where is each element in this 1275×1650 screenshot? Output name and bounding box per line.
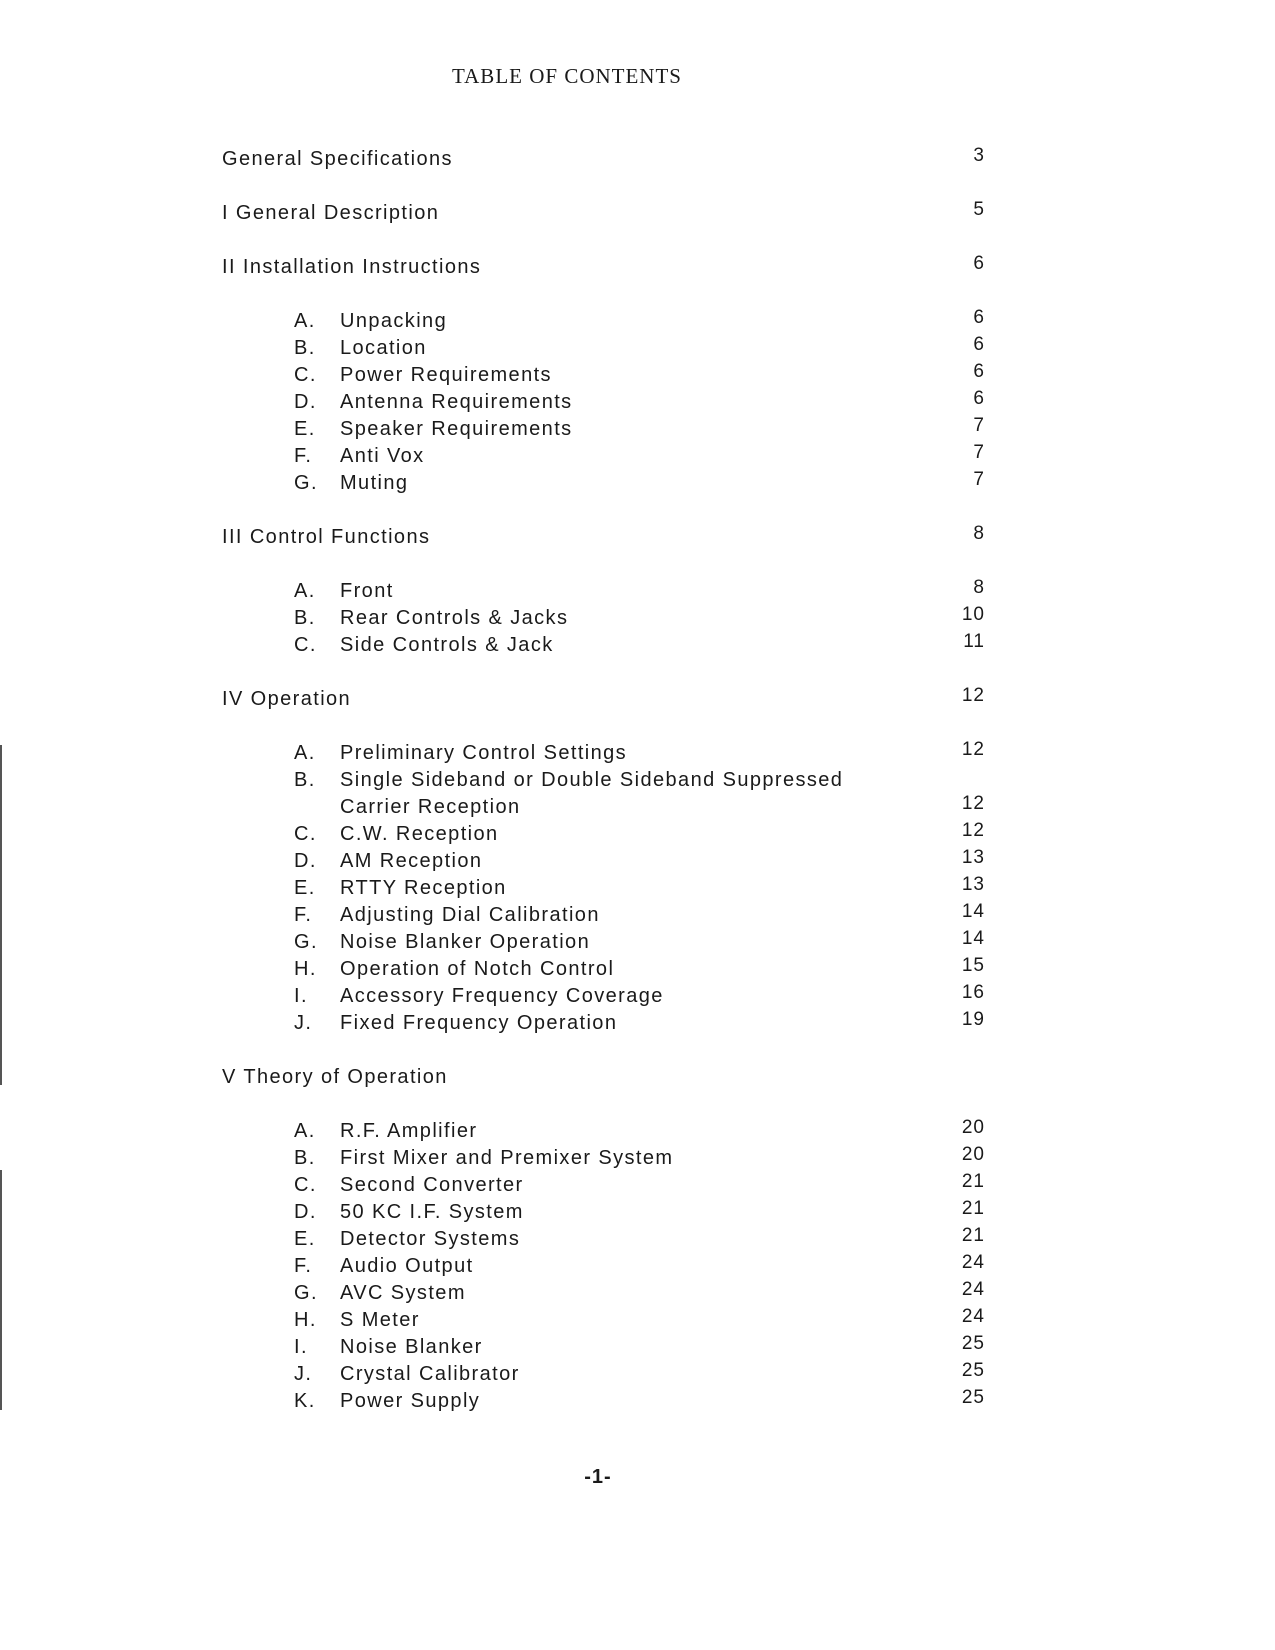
toc-page-number: 8 — [973, 577, 985, 598]
toc-letter: A. — [294, 1120, 316, 1142]
toc-letter: C. — [294, 634, 317, 656]
toc-title: Power Supply — [340, 1390, 481, 1412]
toc-title: IV Operation — [222, 688, 352, 710]
toc-page-number: 14 — [961, 901, 985, 922]
toc-title: Preliminary Control Settings — [340, 742, 628, 764]
toc-title: Crystal Calibrator — [340, 1363, 520, 1385]
toc-title: Single Sideband or Double Sideband Suppressed — [340, 769, 844, 791]
toc-letter: F. — [294, 904, 313, 926]
toc-page-number: 16 — [961, 982, 985, 1003]
toc-subsection — [222, 875, 985, 902]
toc-letter: D. — [294, 391, 317, 413]
toc-title: C.W. Reception — [340, 823, 499, 845]
toc-letter: I. — [294, 1336, 308, 1358]
toc-title: V Theory of Operation — [222, 1066, 448, 1088]
toc-page-number: 11 — [963, 631, 985, 652]
toc-title: Speaker Requirements — [340, 418, 573, 440]
toc-page-number: 12 — [961, 820, 985, 841]
toc-page-number: 25 — [961, 1333, 985, 1354]
toc-subsection — [222, 362, 985, 389]
toc-page-number: 21 — [961, 1225, 985, 1246]
toc-title: Adjusting Dial Calibration — [340, 904, 600, 926]
toc-subsection — [222, 1172, 985, 1199]
toc-letter: K. — [294, 1390, 316, 1412]
scan-edge — [0, 1170, 2, 1410]
toc-title: Unpacking — [340, 310, 448, 332]
toc-title: Noise Blanker — [340, 1336, 483, 1358]
toc-section — [222, 1064, 985, 1091]
toc-title: Location — [340, 337, 427, 359]
toc-title: AM Reception — [340, 850, 483, 872]
toc-title: Noise Blanker Operation — [340, 931, 591, 953]
toc-letter: F. — [294, 1255, 313, 1277]
toc-title: II Installation Instructions — [222, 256, 482, 278]
toc-subsection — [222, 956, 985, 983]
toc-title: Muting — [340, 472, 409, 494]
toc-subsection — [222, 1118, 985, 1145]
toc-page-number: 7 — [973, 415, 985, 436]
toc-page-number: 24 — [961, 1306, 985, 1327]
toc-subsection — [222, 929, 985, 956]
toc-letter: D. — [294, 850, 317, 872]
toc-section — [222, 200, 985, 227]
toc-page-number: 6 — [973, 307, 985, 328]
toc-page-number: 12 — [961, 685, 985, 706]
page-number-footer: -1- — [584, 1466, 612, 1488]
toc-page-number: 6 — [973, 334, 985, 355]
toc-title: Operation of Notch Control — [340, 958, 615, 980]
toc-section — [222, 524, 985, 551]
scan-edge — [0, 745, 2, 1085]
toc-page-number: 25 — [961, 1387, 985, 1408]
toc-subsection — [222, 1334, 985, 1361]
toc-page-number: 24 — [961, 1279, 985, 1300]
toc-page-number: 7 — [973, 442, 985, 463]
toc-letter: J. — [294, 1012, 313, 1034]
toc-subsection — [222, 632, 985, 659]
toc-letter: I. — [294, 985, 308, 1007]
toc-subsection — [222, 1199, 985, 1226]
toc-page-number: 10 — [961, 604, 985, 625]
toc-letter: F. — [294, 445, 313, 467]
toc-letter: B. — [294, 337, 316, 359]
toc-subsection — [222, 821, 985, 848]
toc-letter: A. — [294, 310, 316, 332]
toc-page-number: 20 — [961, 1117, 985, 1138]
toc-letter: G. — [294, 931, 318, 953]
toc-title: AVC System — [340, 1282, 466, 1304]
toc-title: Carrier Reception — [340, 796, 521, 818]
toc-subsection — [222, 578, 985, 605]
toc-letter: A. — [294, 742, 316, 764]
toc-subsection — [222, 983, 985, 1010]
toc-title: Front — [340, 580, 394, 602]
toc-page-number: 8 — [973, 523, 985, 544]
toc-subsection — [222, 443, 985, 470]
toc-page-number: 3 — [973, 145, 985, 166]
toc-letter: J. — [294, 1363, 313, 1385]
toc-page-number: 20 — [961, 1144, 985, 1165]
toc-subsection — [222, 1388, 985, 1415]
toc-title: Rear Controls & Jacks — [340, 607, 569, 629]
toc-page-number: 15 — [961, 955, 985, 976]
toc-subsection — [222, 1361, 985, 1388]
toc-title: Audio Output — [340, 1255, 474, 1277]
toc-page-number: 14 — [961, 928, 985, 949]
toc-letter: H. — [294, 958, 317, 980]
toc-page-number: 21 — [961, 1171, 985, 1192]
toc-letter: D. — [294, 1201, 317, 1223]
toc-title: First Mixer and Premixer System — [340, 1147, 674, 1169]
toc-letter: C. — [294, 823, 317, 845]
toc-section — [222, 686, 985, 713]
toc-subsection — [222, 1307, 985, 1334]
toc-subsection — [222, 416, 985, 443]
toc-subsection — [222, 308, 985, 335]
toc-page-number: 6 — [973, 361, 985, 382]
toc-section — [222, 254, 985, 281]
toc-letter: B. — [294, 769, 316, 791]
toc-page-number: 6 — [973, 388, 985, 409]
toc-title: 50 KC I.F. System — [340, 1201, 524, 1223]
toc-subsection — [222, 1280, 985, 1307]
toc-letter: G. — [294, 472, 318, 494]
toc-subsection — [222, 902, 985, 929]
toc-page-number: 25 — [961, 1360, 985, 1381]
toc-page-number: 12 — [961, 793, 985, 814]
toc-letter: B. — [294, 1147, 316, 1169]
toc-title: Accessory Frequency Coverage — [340, 985, 664, 1007]
toc-page-number: 21 — [961, 1198, 985, 1219]
toc-subsection — [222, 1226, 985, 1253]
toc-title: R.F. Amplifier — [340, 1120, 478, 1142]
table-of-contents — [222, 146, 985, 1415]
toc-title: Side Controls & Jack — [340, 634, 554, 656]
toc-title: Detector Systems — [340, 1228, 521, 1250]
toc-letter: G. — [294, 1282, 318, 1304]
toc-subsection — [222, 335, 985, 362]
toc-page-number: 12 — [961, 739, 985, 760]
toc-subsection — [222, 605, 985, 632]
toc-subsection — [222, 1010, 985, 1037]
toc-letter: E. — [294, 418, 316, 440]
toc-subsection — [222, 767, 985, 794]
toc-subsection — [222, 1145, 985, 1172]
toc-letter: B. — [294, 607, 316, 629]
toc-title: RTTY Reception — [340, 877, 507, 899]
toc-subsection — [222, 389, 985, 416]
toc-title: General Specifications — [222, 148, 453, 170]
toc-letter: A. — [294, 580, 316, 602]
toc-letter: E. — [294, 877, 316, 899]
toc-section — [222, 146, 985, 173]
toc-title: S Meter — [340, 1309, 420, 1331]
toc-subsection — [222, 470, 985, 497]
toc-page-number: 7 — [973, 469, 985, 490]
toc-title: I General Description — [222, 202, 440, 224]
toc-letter: C. — [294, 364, 317, 386]
toc-title: Antenna Requirements — [340, 391, 573, 413]
page-title: TABLE OF CONTENTS — [452, 64, 682, 88]
toc-subsection — [222, 848, 985, 875]
toc-subsection — [222, 794, 985, 821]
toc-letter: H. — [294, 1309, 317, 1331]
toc-page-number: 6 — [973, 253, 985, 274]
toc-letter: E. — [294, 1228, 316, 1250]
toc-subsection — [222, 740, 985, 767]
toc-page-number: 13 — [961, 874, 985, 895]
toc-title: Power Requirements — [340, 364, 552, 386]
toc-title: III Control Functions — [222, 526, 431, 548]
toc-page-number: 5 — [973, 199, 985, 220]
toc-page-number: 13 — [961, 847, 985, 868]
toc-page-number: 24 — [961, 1252, 985, 1273]
toc-title: Second Converter — [340, 1174, 524, 1196]
toc-page-number: 19 — [961, 1009, 985, 1030]
toc-title: Anti Vox — [340, 445, 425, 467]
toc-letter: C. — [294, 1174, 317, 1196]
toc-subsection — [222, 1253, 985, 1280]
toc-title: Fixed Frequency Operation — [340, 1012, 618, 1034]
